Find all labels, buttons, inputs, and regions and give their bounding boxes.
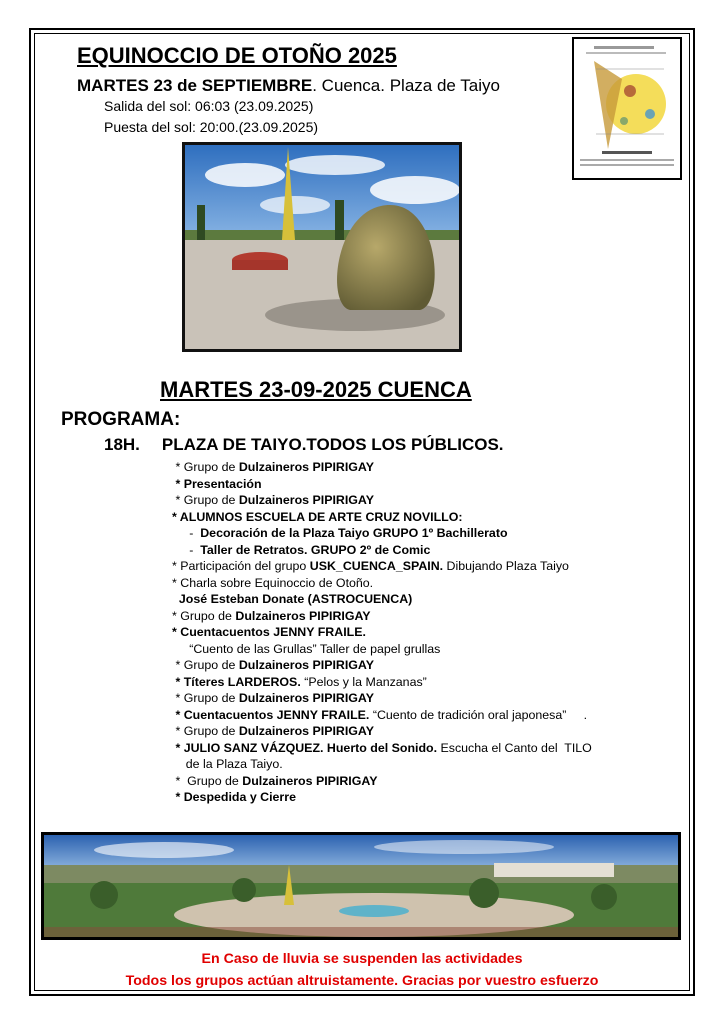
program-item-pre-text: * Charla sobre Equinoccio de Otoño. xyxy=(172,575,374,590)
program-place: PLAZA DE TAIYO.TODOS LOS PÚBLICOS. xyxy=(161,435,504,454)
program-item-bold-text: Decoración de la Plaza Taiyo GRUPO 1º Bachillerato xyxy=(200,526,508,540)
program-item-bold-text: * ALUMNOS ESCUELA DE ARTE CRUZ NOVILLO: xyxy=(172,509,463,524)
program-item-post-text: Dibujando Plaza Taiyo xyxy=(443,559,569,573)
event-location: . Cuenca. Plaza de Taiyo xyxy=(312,76,500,95)
program-item xyxy=(172,591,592,608)
program-item xyxy=(172,509,592,526)
program-item xyxy=(172,773,592,790)
program-item-bold-text: * Presentación xyxy=(175,476,262,491)
program-item xyxy=(172,492,592,509)
plaza-sculpture-photo xyxy=(182,142,462,352)
program-item-post-text: Escucha el Canto del TILO xyxy=(437,740,592,755)
program-item-pre-text: * Grupo de xyxy=(172,691,239,705)
program-item-bold-text: Dulzaineros PIPIRIGAY xyxy=(238,724,375,738)
program-item-bold-text: * Despedida y Cierre xyxy=(175,790,296,804)
program-item xyxy=(172,657,592,674)
program-item xyxy=(172,558,592,575)
program-item-pre-text: * Grupo de xyxy=(172,724,239,738)
event-title: EQUINOCCIO DE OTOÑO 2025 xyxy=(77,43,397,68)
program-item-post-text: “Cuento de tradición oral japonesa” . xyxy=(369,707,588,722)
program-item-bold-text: Dulzaineros PIPIRIGAY xyxy=(238,460,375,474)
program-item-pre-text: * Grupo de xyxy=(172,773,243,788)
event-date: MARTES 23 de SEPTIEMBRE xyxy=(77,76,313,95)
program-item-pre-text: “Cuento de las Grullas” Taller de papel grullas xyxy=(172,641,441,656)
program-item xyxy=(172,525,592,542)
program-item-bold-text: Dulzaineros PIPIRIGAY xyxy=(238,691,375,705)
program-item-pre-text: * Grupo de xyxy=(172,460,239,474)
program-item-bold-text: Dulzaineros PIPIRIGAY xyxy=(238,493,375,507)
program-item-bold-text: * Cuentacuentos JENNY FRAILE. xyxy=(172,625,366,639)
program-item xyxy=(172,608,592,625)
thanks-notice: Todos los grupos actúan altruistamente. Gracias por vuestro esfuerzo xyxy=(125,973,599,989)
program-item-bold-text: * Cuentacuentos JENNY FRAILE. xyxy=(175,707,370,722)
program-item-bold-text: Taller de Retratos. GRUPO 2º de Comic xyxy=(200,542,431,557)
program-date-title: MARTES 23-09-2025 CUENCA xyxy=(160,377,472,402)
program-item-list xyxy=(172,459,592,806)
program-item-bold-text: * Títeres LARDEROS. xyxy=(175,674,301,689)
rain-notice: En Caso de lluvia se suspenden las actividades xyxy=(201,951,523,967)
program-item-pre-text: * Grupo de xyxy=(172,658,239,672)
program-item xyxy=(172,542,592,559)
sunrise-text: Salida del sol: 06:03 (23.09.2025) xyxy=(104,98,314,114)
program-item xyxy=(172,740,592,757)
event-subtitle xyxy=(77,76,500,96)
program-item xyxy=(172,690,592,707)
program-item xyxy=(172,707,592,724)
program-time: 18H. xyxy=(104,435,140,454)
program-time-place xyxy=(104,435,504,455)
program-item-bold-text: José Esteban Donate (ASTROCUENCA) xyxy=(178,592,413,606)
program-item xyxy=(172,723,592,740)
program-item-pre-text: * Participación del grupo xyxy=(172,559,310,573)
program-item-pre-text: - xyxy=(172,542,201,557)
program-item-bold-text: * JULIO SANZ VÁZQUEZ. Huerto del Sonido. xyxy=(175,740,438,755)
program-item-pre-text: * Grupo de xyxy=(172,608,236,623)
program-item xyxy=(172,756,592,773)
program-item xyxy=(172,674,592,691)
sunset-text: Puesta del sol: 20:00.(23.09.2025) xyxy=(104,119,319,135)
program-item xyxy=(172,789,592,806)
program-item xyxy=(172,575,592,592)
program-item xyxy=(172,641,592,658)
program-item-bold-text: Dulzaineros PIPIRIGAY xyxy=(242,773,378,788)
program-heading: PROGRAMA: xyxy=(61,409,181,430)
program-item-pre-text: - xyxy=(172,526,201,540)
program-item-bold-text: Dulzaineros PIPIRIGAY xyxy=(238,658,375,672)
program-item-bold-text: Dulzaineros PIPIRIGAY xyxy=(235,608,371,623)
program-item xyxy=(172,476,592,493)
program-item-pre-text: * Grupo de xyxy=(172,493,239,507)
plaza-map-thumbnail xyxy=(572,37,682,180)
plaza-panorama-photo xyxy=(41,832,681,940)
program-item-pre-text: de la Plaza Taiyo. xyxy=(172,757,283,771)
program-item xyxy=(172,459,592,476)
program-item-pre-text xyxy=(172,592,179,606)
program-item-bold-text: USK_CUENCA_SPAIN. xyxy=(309,559,444,573)
program-item-post-text: “Pelos y la Manzanas” xyxy=(300,674,427,689)
program-item xyxy=(172,624,592,641)
